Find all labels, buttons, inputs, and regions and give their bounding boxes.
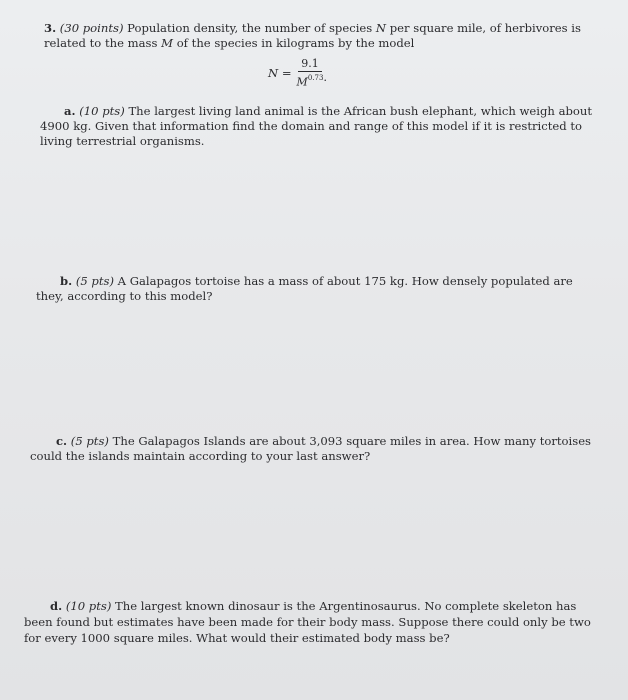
part-c-points: (5 pts) <box>70 434 109 448</box>
part-c-line-1 <box>56 434 591 449</box>
part-a-line-3: living terrestrial organisms. <box>40 134 205 148</box>
part-a-points: (10 pts) <box>79 104 125 118</box>
variable-n: N <box>375 21 387 35</box>
variable-m: M <box>161 36 174 50</box>
equation-exponent: 0.73 <box>307 73 324 82</box>
equation-trail: . <box>323 70 328 84</box>
equation-fraction <box>297 58 324 89</box>
problem-text-1: Population density, the number of species <box>123 21 376 35</box>
part-a-text-1: The largest living land animal is the African bush elephant, which weigh about <box>124 104 593 118</box>
problem-line2-a: related to the mass <box>44 36 162 50</box>
part-a-line-1 <box>64 104 592 119</box>
part-d-line-2: been found but estimates have been made for their body mass. Suppose there could only be two <box>24 615 591 629</box>
part-b-points: (5 pts) <box>75 274 114 288</box>
equation-denominator <box>297 72 324 89</box>
equation-base: M <box>296 75 308 89</box>
problem-text-2: per square mile, of herbivores is <box>386 21 581 35</box>
part-d-line-3: for every 1000 square miles. What would their estimated body mass be? <box>24 631 450 645</box>
part-c-label: c. <box>56 434 68 448</box>
density-equation <box>268 58 327 88</box>
part-d-line-1 <box>50 599 576 614</box>
part-b-line-1 <box>60 274 573 289</box>
problem-number: 3. <box>44 21 57 35</box>
part-a-label: a. <box>64 104 76 118</box>
part-a-line-2: 4900 kg. Given that information find the domain and range of this model if it is restricted to <box>40 119 583 133</box>
equation-lhs: N = <box>268 66 292 80</box>
equation-numerator: 9.1 <box>298 58 322 72</box>
problem-points: (30 points) <box>59 21 124 35</box>
part-d-points: (10 pts) <box>65 599 112 613</box>
part-c-text-1: The Galapagos Islands are about 3,093 square miles in area. How many tortoises <box>108 434 592 448</box>
part-c-line-2: could the islands maintain according to your last answer? <box>30 449 371 463</box>
problem-heading <box>44 21 581 36</box>
part-b-label: b. <box>60 274 73 288</box>
problem-line2-b: of the species in kilograms by the model <box>173 36 415 50</box>
problem-line-2 <box>44 36 414 51</box>
part-d-text-1: The largest known dinosaur is the Argentinosaurus. No complete skeleton has <box>111 599 577 613</box>
part-b-text-1: A Galapagos tortoise has a mass of about 175 kg. How densely populated are <box>113 274 573 288</box>
part-d-label: d. <box>50 599 63 613</box>
part-b-line-2: they, according to this model? <box>36 289 213 303</box>
